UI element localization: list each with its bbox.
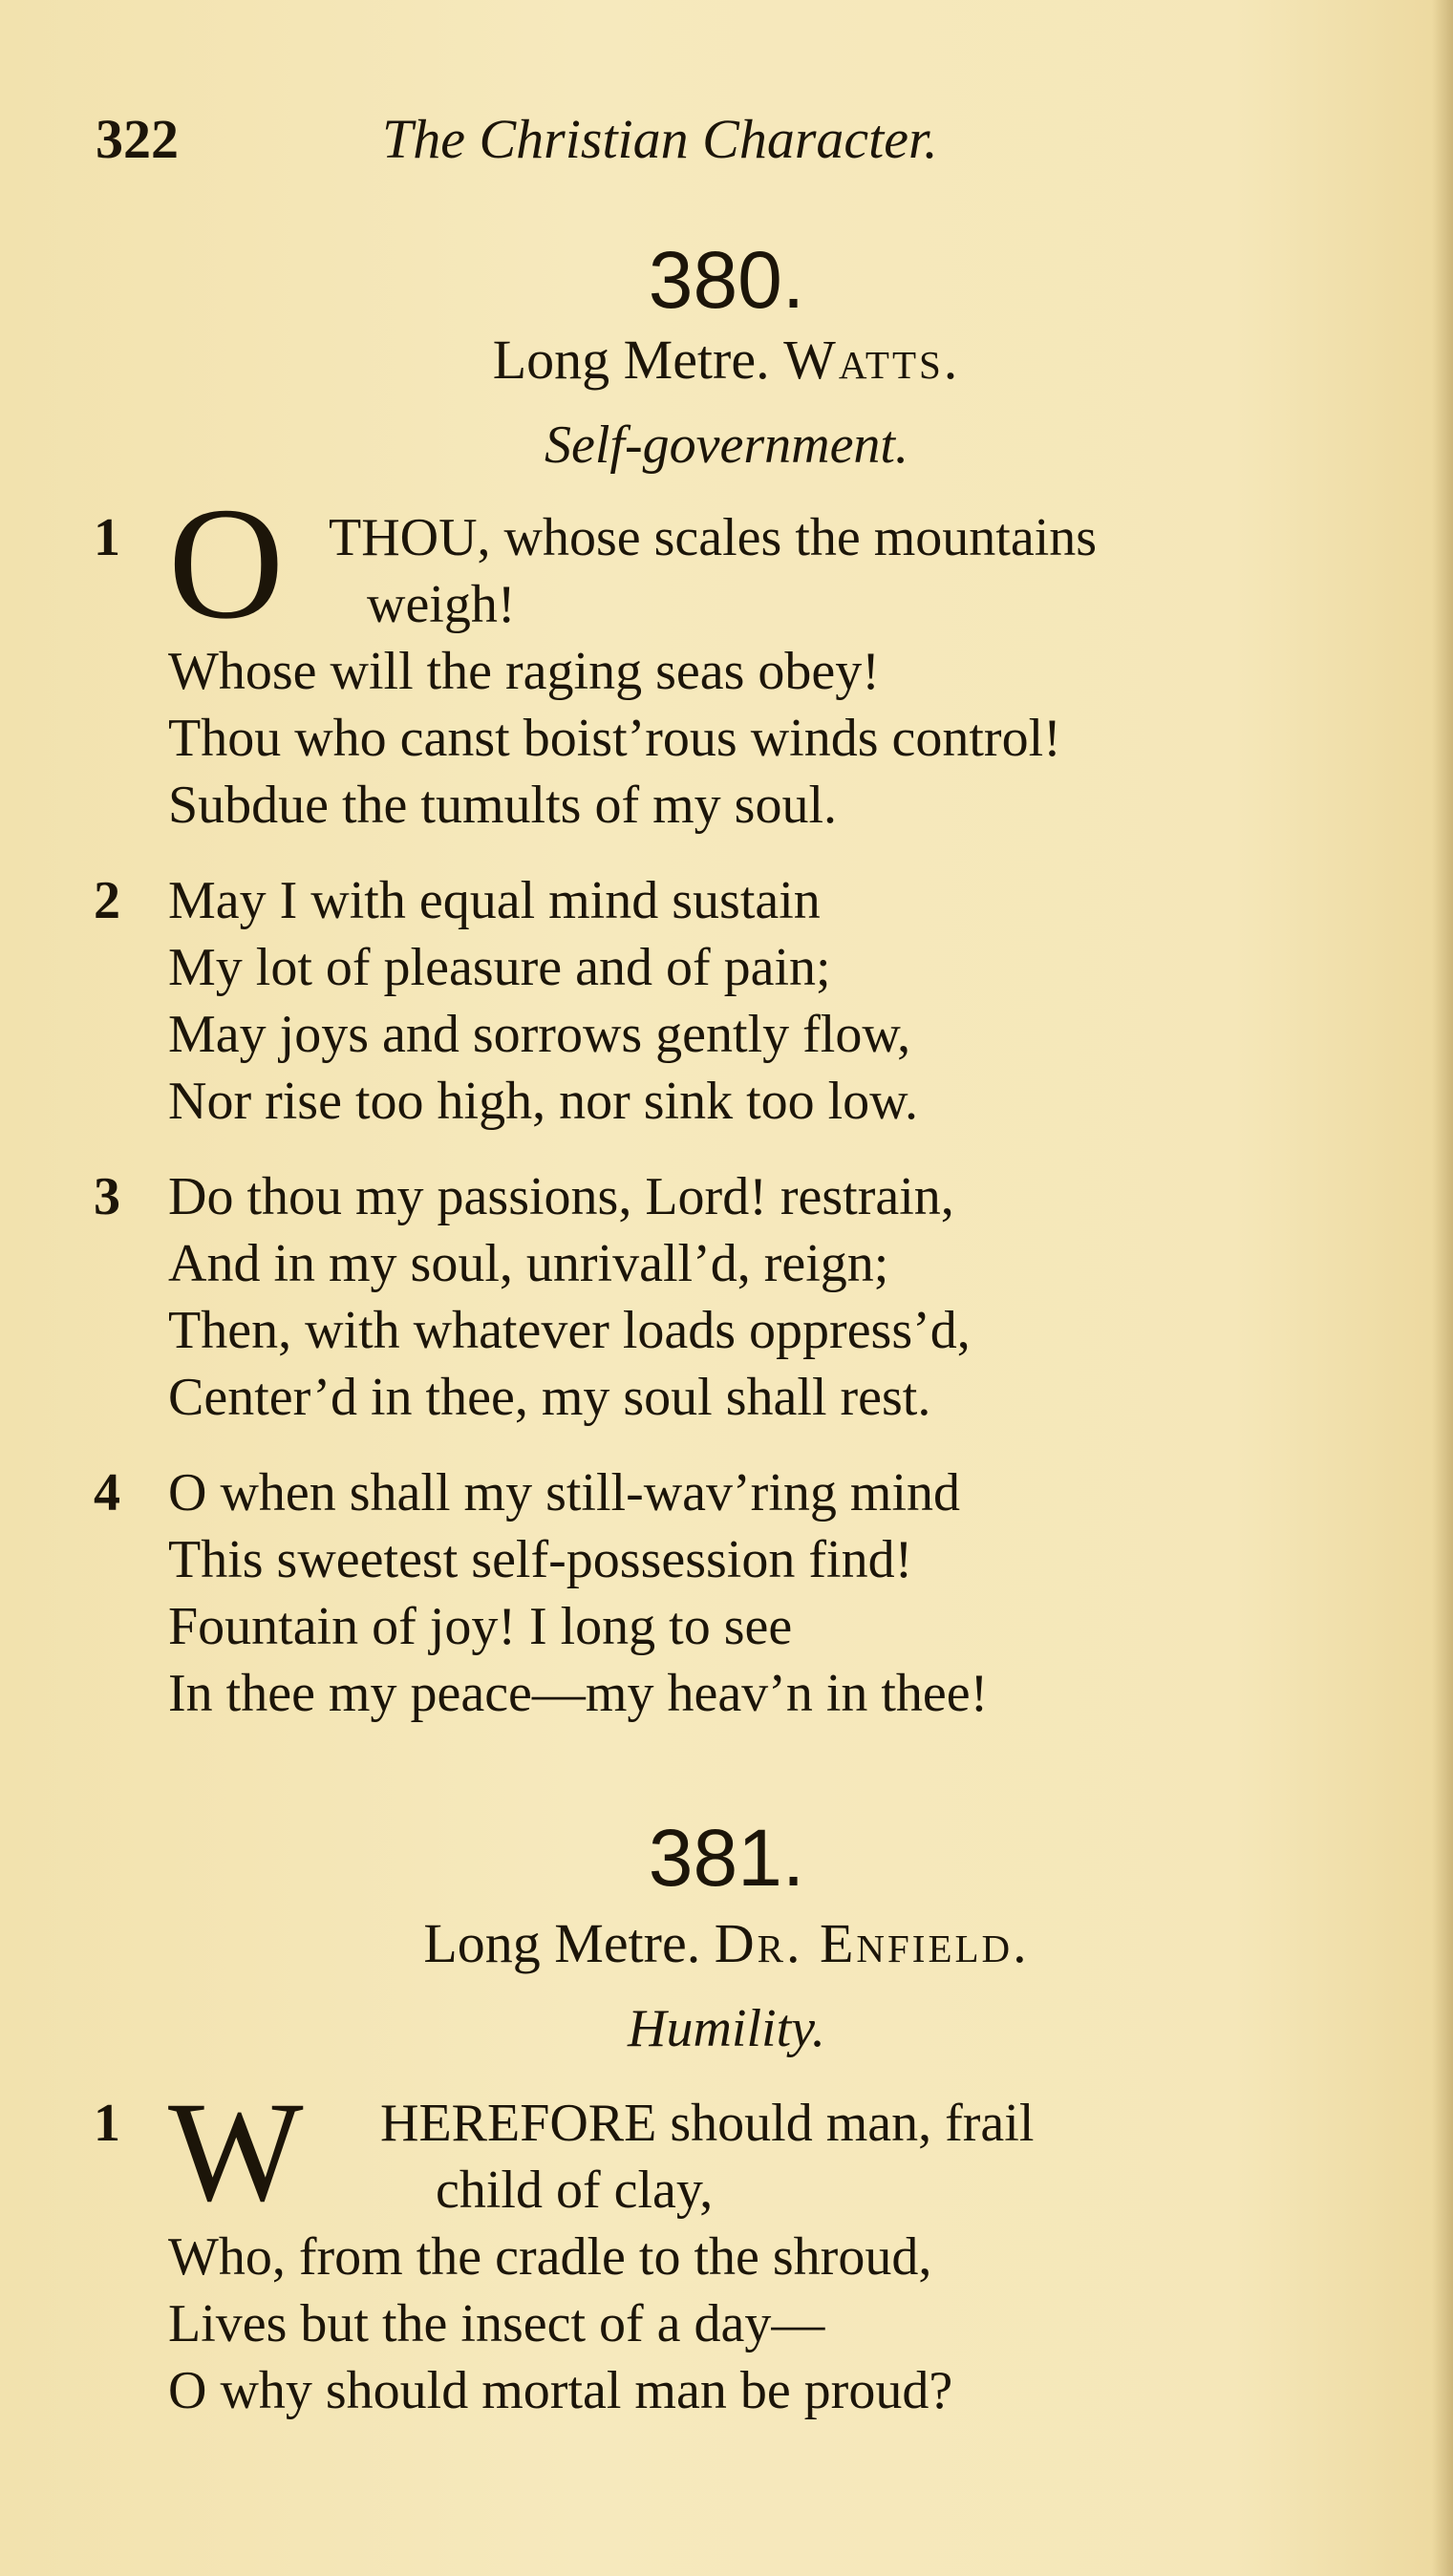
- meter-label: Long Metre.: [423, 1912, 701, 1974]
- verse-line: May joys and sorrows gently flow,: [168, 1005, 911, 1064]
- verse-number: 2: [94, 871, 120, 930]
- verse-line: Who, from the cradle to the shroud,: [168, 2227, 932, 2287]
- verse-number: 3: [94, 1167, 120, 1226]
- hymn-meter: [0, 1913, 1453, 1974]
- verse-line: May I with equal mind sustain: [168, 871, 821, 930]
- verse-line: Fountain of joy! I long to see: [168, 1597, 793, 1656]
- verse-line: THOU, whose scales the mountains: [329, 508, 1098, 567]
- drop-cap: O: [168, 475, 285, 652]
- verse-line: O when shall my still-wav’ring mind: [168, 1463, 961, 1522]
- verse-number: 4: [94, 1463, 120, 1522]
- drop-cap: W: [168, 2073, 304, 2231]
- verse-number: 1: [94, 2094, 120, 2153]
- page-number: 322: [96, 108, 179, 170]
- running-title: The Christian Character.: [382, 108, 938, 170]
- verse-line: child of clay,: [436, 2161, 714, 2220]
- verse-line: Then, with whatever loads oppress’d,: [168, 1301, 971, 1360]
- hymn-author: Dr. Enfield.: [714, 1912, 1030, 1974]
- verse-line: Center’d in thee, my soul shall rest.: [168, 1368, 931, 1427]
- hymn-number: 380.: [648, 235, 805, 325]
- verse-line: Thou who canst boist’rous winds control!: [168, 709, 1061, 768]
- verse-number: 1: [94, 508, 120, 567]
- verse-line: HEREFORE should man, frail: [380, 2094, 1035, 2153]
- verse-line: And in my soul, unrivall’d, reign;: [168, 1234, 889, 1293]
- verse-line: Whose will the raging seas obey!: [168, 642, 880, 701]
- meter-label: Long Metre.: [492, 329, 770, 391]
- hymn-meter: [0, 330, 1453, 391]
- hymn-author: Watts.: [783, 329, 961, 391]
- hymn-number: 381.: [648, 1813, 805, 1903]
- verse-line: Nor rise too high, nor sink too low.: [168, 1072, 918, 1131]
- verse-line: My lot of pleasure and of pain;: [168, 938, 831, 997]
- verse-line: weigh!: [367, 575, 516, 634]
- hymn-subject: Self-government.: [545, 415, 908, 475]
- page-header: [96, 107, 938, 171]
- verse-line: Do thou my passions, Lord! restrain,: [168, 1167, 954, 1226]
- verse-line: O why should mortal man be proud?: [168, 2361, 953, 2420]
- verse-line: This sweetest self-possession find!: [168, 1530, 913, 1589]
- hymn-subject: Humility.: [628, 1999, 825, 2058]
- verse-line: Subdue the tumults of my soul.: [168, 776, 837, 835]
- verse-line: Lives but the insect of a day—: [168, 2294, 825, 2353]
- verse-line: In thee my peace—my heav’n in thee!: [168, 1664, 989, 1723]
